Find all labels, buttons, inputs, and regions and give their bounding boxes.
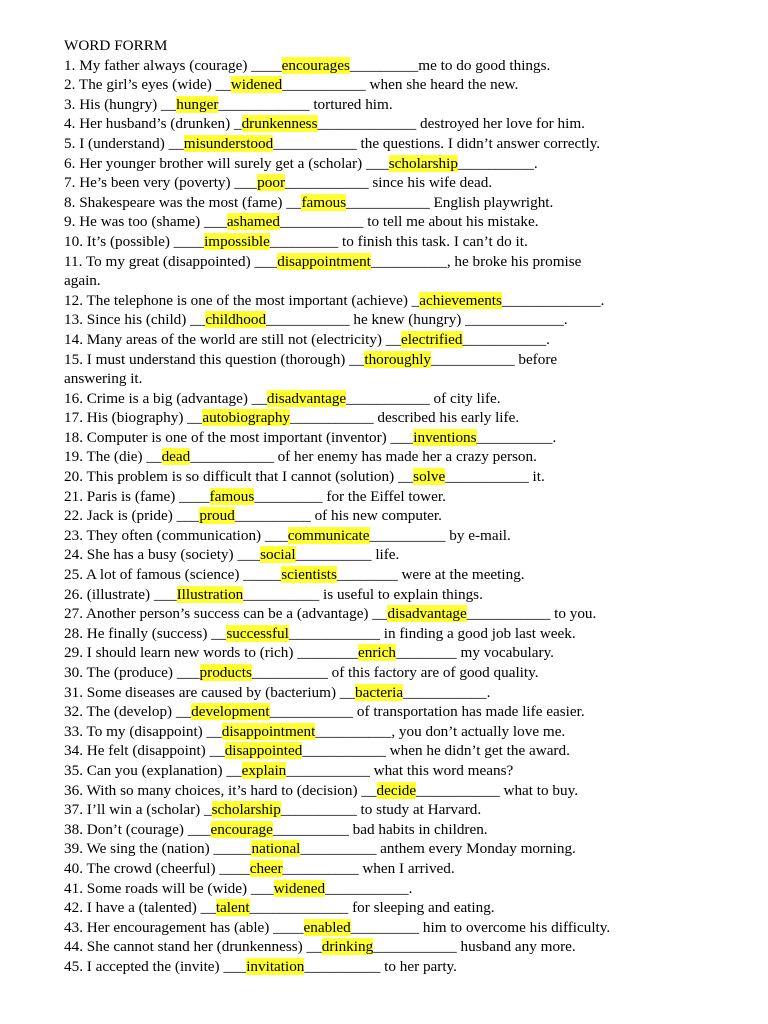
exercise-line <box>64 428 714 448</box>
item-prompt: We sing the (nation) _____ <box>86 840 252 858</box>
item-blank-suffix: _________ him to overcome his difficulty. <box>350 918 611 936</box>
item-number: 7. <box>64 174 76 192</box>
item-blank-suffix: __________ anthem every Monday morning. <box>300 840 576 858</box>
item-blank-suffix: __________ is useful to explain things. <box>243 585 483 603</box>
exercise-line <box>64 389 714 409</box>
item-prompt: The crowd (cheerful) ____ <box>86 859 250 877</box>
item-prompt: She has a busy (society) ___ <box>86 546 261 564</box>
item-blank-suffix: __________ of this factory are of good quality. <box>251 664 539 681</box>
item-blank-suffix: _________ for the Eiffel tower. <box>254 487 446 505</box>
answer-highlight: enabled <box>303 918 351 936</box>
item-blank-suffix: ___________ it. <box>445 468 545 486</box>
item-blank-suffix: __________ of his new computer. <box>234 507 442 525</box>
exercise-line <box>64 663 714 683</box>
exercise-line <box>64 604 714 624</box>
answer-highlight: dead <box>161 448 191 466</box>
item-blank-suffix: ____________ tortured him. <box>218 95 393 113</box>
exercise-line <box>64 800 714 820</box>
answer-highlight: development <box>191 703 270 721</box>
item-prompt: A lot of famous (science) _____ <box>85 566 282 584</box>
answer-highlight: achievements <box>419 291 502 309</box>
exercise-line <box>64 526 714 546</box>
exercise-line <box>64 134 714 154</box>
answer-highlight: drunkenness <box>241 115 318 133</box>
item-prompt: With so many choices, it’s hard to (decision) __ <box>86 781 377 799</box>
answer-highlight: scholarship <box>388 154 458 172</box>
item-blank-suffix: ____________ in finding a good job last week. <box>288 624 576 642</box>
item-prompt: Computer is one of the most important (inventor) ___ <box>86 428 414 446</box>
item-number: 40. <box>64 859 83 877</box>
answer-highlight: drinking <box>321 938 374 956</box>
item-number: 19. <box>64 448 83 466</box>
item-prompt: She cannot stand her (drunkenness) __ <box>86 938 322 956</box>
item-prompt: Crime is a big (advantage) __ <box>86 389 267 407</box>
answer-highlight: scientists <box>281 566 337 584</box>
item-blank-suffix: __________ when I arrived. <box>282 859 455 877</box>
item-prompt: The (develop) __ <box>86 703 192 721</box>
item-prompt: He’s been very (poverty) ___ <box>79 174 258 192</box>
answer-highlight: thoroughly <box>364 350 432 368</box>
item-prompt: Her encouragement has (able) ____ <box>86 918 304 936</box>
exercise-line <box>64 154 714 174</box>
item-number: 10. <box>64 232 83 250</box>
item-number: 9. <box>64 213 76 231</box>
answer-highlight: disadvantage <box>387 605 467 623</box>
item-prompt: I accepted the (invite) ___ <box>86 957 247 975</box>
exercise-line <box>64 898 714 918</box>
item-prompt: His (biography) __ <box>86 409 203 427</box>
exercise-line <box>64 683 714 703</box>
item-blank-suffix: __________, you don’t actually love me. <box>315 722 566 740</box>
item-number: 3. <box>64 95 76 113</box>
exercise-line <box>64 565 714 585</box>
exercise-line <box>64 173 714 193</box>
item-prompt: Paris is (fame) ____ <box>86 487 210 505</box>
exercise-line <box>64 624 714 644</box>
answer-highlight: ashamed <box>226 213 280 231</box>
item-blank-suffix: ___________ when he didn’t get the award. <box>302 742 570 760</box>
item-prompt: To my great (disappointed) ___ <box>85 252 278 270</box>
item-number: 5. <box>64 134 76 152</box>
exercise-line-continuation: answering it. <box>64 370 143 388</box>
item-prompt: Some roads will be (wide) ___ <box>86 879 274 897</box>
item-blank-suffix: ___________ to you. <box>466 605 597 623</box>
item-blank-suffix: __________ life. <box>295 546 400 564</box>
exercise-line <box>64 487 714 507</box>
item-number: 42. <box>64 899 83 917</box>
answer-highlight: social <box>260 546 296 564</box>
answer-highlight: impossible <box>204 232 270 250</box>
item-number: 16. <box>64 389 83 407</box>
item-prompt: The girl’s eyes (wide) __ <box>78 76 231 94</box>
item-blank-suffix: ___________ since his wife dead. <box>285 174 493 192</box>
exercise-line <box>64 585 714 605</box>
item-prompt: He finally (success) __ <box>86 624 227 642</box>
item-number: 43. <box>64 918 83 936</box>
answer-highlight: autobiography <box>202 409 291 427</box>
exercise-line <box>64 232 714 252</box>
exercise-line <box>64 193 714 213</box>
item-prompt: He felt (disappoint) __ <box>86 742 225 760</box>
exercise-line <box>64 643 714 663</box>
item-number: 15. <box>64 350 83 368</box>
item-blank-suffix: ___________ English playwright. <box>346 193 554 211</box>
exercise-line <box>64 447 714 467</box>
item-blank-suffix: _____________ destroyed her love for him. <box>317 115 585 133</box>
item-number: 39. <box>64 840 83 858</box>
exercise-line <box>64 75 714 95</box>
exercise-line <box>64 741 714 761</box>
item-number: 35. <box>64 761 83 779</box>
item-number: 8. <box>64 193 76 211</box>
item-prompt: The (produce) ___ <box>86 664 200 681</box>
item-number: 13. <box>64 311 83 329</box>
answer-highlight: poor <box>257 174 286 192</box>
answer-highlight: disadvantage <box>266 389 347 407</box>
item-number: 37. <box>64 801 83 819</box>
item-blank-suffix: ___________ described his early life. <box>290 409 520 427</box>
answer-highlight: proud <box>199 507 235 525</box>
item-number: 18. <box>64 428 83 446</box>
item-blank-suffix: __________, he broke his promise <box>370 252 582 270</box>
exercise-line <box>64 252 714 272</box>
item-prompt: They often (communication) ___ <box>86 526 288 544</box>
exercise-line <box>64 918 714 938</box>
item-prompt: Can you (explanation) __ <box>86 761 242 779</box>
item-prompt: Her younger brother will surely get a (scholar) ___ <box>79 154 389 172</box>
item-blank-suffix: __________ bad habits in children. <box>272 820 488 838</box>
exercise-line <box>64 291 714 311</box>
item-prompt: His (hungry) __ <box>79 95 177 113</box>
item-blank-suffix: _________ to finish this task. I can’t do it. <box>269 232 528 250</box>
exercise-line <box>64 957 714 977</box>
item-blank-suffix: ___________. <box>462 330 550 348</box>
exercise-line <box>64 212 714 232</box>
item-prompt: I’ll win a (scholar) _ <box>86 801 212 819</box>
item-blank-suffix: ___________ before <box>431 350 558 368</box>
item-number: 27. <box>64 605 83 623</box>
exercise-line <box>64 467 714 487</box>
answer-highlight: enrich <box>358 644 396 662</box>
answer-highlight: encourage <box>210 820 273 838</box>
item-number: 20. <box>64 468 83 486</box>
exercise-line <box>64 781 714 801</box>
answer-highlight: disappointed <box>224 742 303 760</box>
answer-highlight: decide <box>376 781 417 799</box>
exercise-line <box>64 350 714 370</box>
item-blank-suffix: _________me to do good things. <box>349 56 551 74</box>
item-number: 30. <box>64 664 83 681</box>
exercise-line <box>64 310 714 330</box>
item-blank-suffix: ___________ husband any more. <box>373 938 576 956</box>
item-blank-suffix: __________ to study at Harvard. <box>280 801 482 819</box>
answer-highlight: talent <box>215 899 250 917</box>
exercise-line <box>64 56 714 76</box>
item-number: 17. <box>64 409 83 427</box>
item-prompt: The telephone is one of the most important (achieve) _ <box>86 291 420 309</box>
exercise-line <box>64 859 714 879</box>
item-blank-suffix: ___________ of her enemy has made her a crazy person. <box>190 448 537 466</box>
answer-highlight: widened <box>273 879 326 897</box>
answer-highlight: scholarship <box>211 801 281 819</box>
exercise-line <box>64 545 714 565</box>
answer-highlight: disappointment <box>221 722 316 740</box>
item-prompt: It’s (possible) ____ <box>86 232 205 250</box>
item-number: 38. <box>64 820 83 838</box>
item-number: 6. <box>64 154 76 172</box>
exercise-line <box>64 937 714 957</box>
answer-highlight: famous <box>301 193 347 211</box>
answer-highlight: famous <box>209 487 255 505</box>
item-blank-suffix: ___________ what this word means? <box>286 761 514 779</box>
item-number: 36. <box>64 781 83 799</box>
item-blank-suffix: __________ by e-mail. <box>369 526 511 544</box>
answer-highlight: successful <box>226 624 289 642</box>
answer-highlight: childhood <box>205 311 267 329</box>
answer-highlight: communicate <box>287 526 370 544</box>
item-number: 11. <box>64 252 83 270</box>
item-blank-suffix: _____________ for sleeping and eating. <box>249 899 495 917</box>
answer-highlight: misunderstood <box>183 134 274 152</box>
item-prompt: I (understand) __ <box>79 134 184 152</box>
item-blank-suffix: ___________ the questions. I didn’t answer correctly. <box>273 134 601 152</box>
answer-highlight: inventions <box>413 428 477 446</box>
exercise-line <box>64 408 714 428</box>
item-prompt: Jack is (pride) ___ <box>86 507 200 525</box>
item-blank-suffix: __________ to her party. <box>304 957 457 975</box>
item-number: 28. <box>64 624 83 642</box>
answer-highlight: encourages <box>281 56 350 74</box>
exercise-line <box>64 95 714 115</box>
item-blank-suffix: ___________ of transportation has made life easier. <box>269 703 585 721</box>
answer-highlight: electrified <box>400 330 463 348</box>
item-number: 1. <box>64 56 76 74</box>
item-prompt: This problem is so difficult that I cannot (solution) __ <box>86 468 414 486</box>
item-prompt: I must understand this question (thorough) __ <box>86 350 365 368</box>
item-prompt: He was too (shame) ___ <box>79 213 227 231</box>
item-prompt: Many areas of the world are still not (electricity) __ <box>86 330 401 348</box>
answer-highlight: explain <box>241 761 287 779</box>
item-blank-suffix: ________ my vocabulary. <box>395 644 554 662</box>
exercise-line <box>64 820 714 840</box>
item-prompt: I have a (talented) __ <box>86 899 216 917</box>
item-number: 41. <box>64 879 83 897</box>
item-prompt: Don’t (courage) ___ <box>86 820 211 838</box>
item-number: 12. <box>64 291 83 309</box>
item-number: 2. <box>64 76 76 94</box>
item-blank-suffix: ___________ he knew (hungry) _____________. <box>266 311 568 329</box>
worksheet-body <box>64 36 714 977</box>
exercise-line <box>64 330 714 350</box>
answer-highlight: invitation <box>246 957 305 975</box>
item-blank-suffix: ___________ what to buy. <box>416 781 579 799</box>
item-number: 22. <box>64 507 83 525</box>
item-number: 29. <box>64 644 83 662</box>
item-prompt: My father always (courage) ____ <box>79 56 282 74</box>
answer-highlight: solve <box>413 468 446 486</box>
item-prompt: Since his (child) __ <box>86 311 206 329</box>
exercise-line <box>64 879 714 899</box>
item-blank-suffix: _____________. <box>501 291 605 309</box>
answer-highlight: hunger <box>176 95 219 113</box>
item-blank-suffix: ________ were at the meeting. <box>336 566 525 584</box>
item-prompt: Her husband’s (drunken) _ <box>79 115 242 133</box>
item-number: 23. <box>64 526 83 544</box>
item-number: 45. <box>64 957 83 975</box>
exercise-line <box>64 761 714 781</box>
exercise-line <box>64 114 714 134</box>
item-blank-suffix: ___________ of city life. <box>346 389 501 407</box>
item-number: 4. <box>64 115 76 133</box>
item-prompt: To my (disappoint) __ <box>86 722 222 740</box>
item-blank-suffix: ___________. <box>325 879 413 897</box>
item-number: 33. <box>64 722 83 740</box>
item-prompt: Shakespeare was the most (fame) __ <box>79 193 302 211</box>
exercise-line <box>64 839 714 859</box>
item-number: 25. <box>64 566 83 584</box>
item-number: 31. <box>64 683 83 701</box>
exercise-line <box>64 506 714 526</box>
item-prompt: Another person’s success can be a (advantage) __ <box>85 605 388 623</box>
answer-highlight: products <box>199 664 252 681</box>
item-prompt: The (die) __ <box>86 448 162 466</box>
answer-highlight: national <box>251 840 301 858</box>
answer-highlight: cheer <box>249 859 283 877</box>
item-number: 21. <box>64 487 83 505</box>
answer-highlight: widened <box>230 76 283 94</box>
item-blank-suffix: ___________. <box>403 683 491 701</box>
exercise-line-continuation: again. <box>64 272 101 290</box>
item-prompt: (illustrate) ___ <box>86 585 177 603</box>
item-prompt: I should learn new words to (rich) ________ <box>86 644 358 662</box>
exercise-line <box>64 722 714 742</box>
item-number: 32. <box>64 703 83 721</box>
item-prompt: Some diseases are caused by (bacterium) __ <box>86 683 355 701</box>
item-number: 14. <box>64 330 83 348</box>
answer-highlight: bacteria <box>355 683 404 701</box>
item-number: 34. <box>64 742 83 760</box>
worksheet-title: WORD FORRM <box>64 37 168 54</box>
item-blank-suffix: __________. <box>476 428 557 446</box>
item-blank-suffix: ___________ to tell me about his mistake. <box>279 213 539 231</box>
item-number: 24. <box>64 546 83 564</box>
answer-highlight: Illustration <box>176 585 244 603</box>
item-blank-suffix: ___________ when she heard the new. <box>282 76 519 94</box>
exercise-line <box>64 702 714 722</box>
item-blank-suffix: __________. <box>457 154 538 172</box>
answer-highlight: disappointment <box>277 252 371 270</box>
item-number: 44. <box>64 938 83 956</box>
item-number: 26. <box>64 585 83 603</box>
